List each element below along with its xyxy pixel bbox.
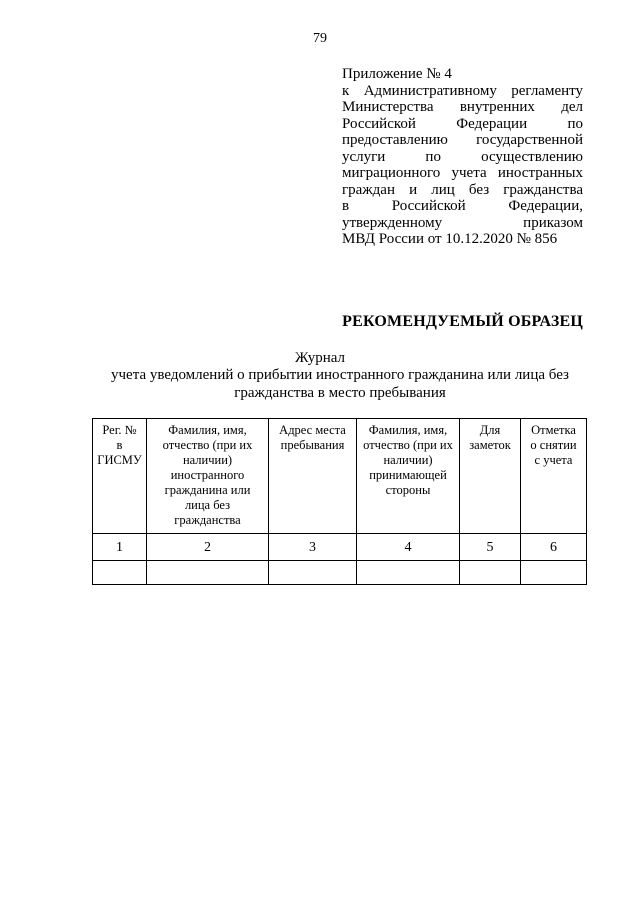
annex-line: к Административному регламенту bbox=[342, 82, 583, 99]
header-line: в bbox=[116, 438, 123, 452]
column-number: 6 bbox=[521, 534, 587, 561]
header-foreigner-name bbox=[147, 419, 269, 534]
table-cell bbox=[147, 561, 269, 585]
header-line: с учета bbox=[534, 453, 573, 467]
header-deregistration bbox=[521, 419, 587, 534]
header-line: лица без bbox=[184, 498, 231, 512]
annex-line: утвержденному приказом bbox=[342, 214, 583, 231]
sample-label: РЕКОМЕНДУЕМЫЙ ОБРАЗЕЦ bbox=[342, 313, 583, 330]
header-line: наличии) bbox=[383, 453, 433, 467]
header-line: гражданства bbox=[174, 513, 241, 527]
table-cell bbox=[269, 561, 357, 585]
journal-subtitle bbox=[95, 367, 585, 402]
header-line: стороны bbox=[385, 483, 431, 497]
header-line: Фамилия, имя, bbox=[168, 423, 247, 437]
journal-title: Журнал bbox=[294, 350, 345, 366]
header-line: отчество (при их bbox=[363, 438, 453, 452]
header-line: Отметка bbox=[531, 423, 576, 437]
column-number: 3 bbox=[269, 534, 357, 561]
header-line: гражданина или bbox=[164, 483, 251, 497]
annex-line: Министерства внутренних дел bbox=[342, 99, 583, 115]
column-number: 5 bbox=[460, 534, 521, 561]
journal-subtitle-line: учета уведомлений о прибытии иностранного гражданина или лица без bbox=[111, 367, 569, 383]
annex-line: услуги по осуществлению bbox=[342, 148, 583, 165]
annex-line: Приложение № 4 bbox=[342, 66, 452, 82]
header-notes bbox=[460, 419, 521, 534]
header-line: наличии) bbox=[182, 453, 233, 467]
table-cell bbox=[521, 561, 587, 585]
annex-line: МВД России от 10.12.2020 № 856 bbox=[342, 231, 558, 247]
column-number-row bbox=[93, 534, 587, 561]
annex-line: граждан и лиц без гражданства bbox=[342, 181, 583, 198]
header-line: Для bbox=[479, 423, 501, 437]
header-line: Фамилия, имя, bbox=[368, 423, 448, 437]
header-line: Адрес места bbox=[279, 423, 346, 437]
header-line: ГИСМУ bbox=[97, 453, 142, 467]
table-cell bbox=[357, 561, 460, 585]
header-host-name bbox=[357, 419, 460, 534]
column-number: 1 bbox=[93, 534, 147, 561]
header-line: заметок bbox=[469, 438, 511, 452]
header-line: отчество (при их bbox=[162, 438, 253, 452]
column-number: 2 bbox=[147, 534, 269, 561]
column-number: 4 bbox=[357, 534, 460, 561]
header-reg-number bbox=[93, 419, 147, 534]
annex-line: предоставлению государственной bbox=[342, 132, 583, 148]
annex-line: миграционного учета иностранных bbox=[342, 165, 583, 181]
page-number: 79 bbox=[313, 31, 327, 46]
header-line: о снятии bbox=[530, 438, 577, 452]
table-cell bbox=[460, 561, 521, 585]
table-row bbox=[93, 561, 587, 585]
header-line: пребывания bbox=[280, 438, 345, 452]
header-line: Рег. № bbox=[102, 423, 137, 437]
annex-block bbox=[342, 66, 583, 248]
journal-subtitle-line: гражданства в место пребывания bbox=[234, 384, 446, 401]
header-line: иностранного bbox=[170, 468, 245, 482]
header-stay-address bbox=[269, 419, 357, 534]
journal-table bbox=[92, 418, 587, 585]
table-header-row bbox=[93, 419, 587, 534]
annex-line: Российской Федерации по bbox=[342, 115, 583, 132]
annex-line: в Российской Федерации, bbox=[342, 198, 583, 214]
header-line: принимающей bbox=[369, 468, 447, 482]
table-cell bbox=[93, 561, 147, 585]
